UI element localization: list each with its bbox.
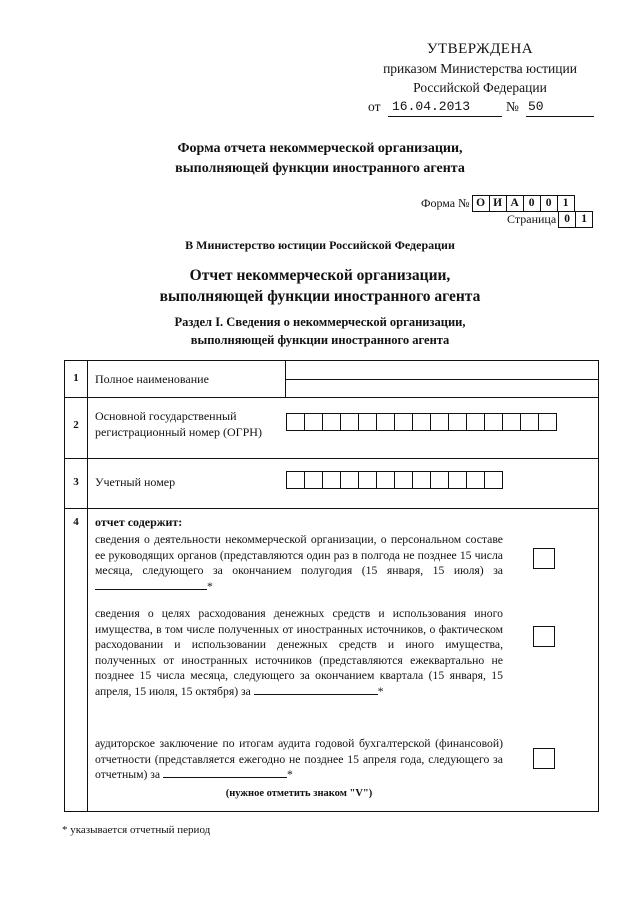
page-code-row xyxy=(507,211,593,228)
footnote-text: указывается отчетный период xyxy=(70,824,211,836)
form-title-line1: Форма отчета некоммерческой организации, xyxy=(177,141,463,156)
ministry-addressee: В Министерство юстиции Российской Федерации xyxy=(185,238,455,252)
form-code-row xyxy=(421,195,575,212)
row-number: 2 xyxy=(73,419,79,431)
footnote-star: * xyxy=(287,768,293,782)
footnote-star: * xyxy=(377,684,384,698)
section-title-line2: выполняющей функции иностранного агента xyxy=(190,333,450,347)
report-item-activity xyxy=(95,532,503,594)
report-item-audit xyxy=(95,736,503,783)
ogrn-cell[interactable] xyxy=(359,414,377,430)
account-cell[interactable] xyxy=(341,472,359,488)
form-code-cells xyxy=(472,195,575,212)
approval-order-line: приказом Министерства юстиции xyxy=(383,61,577,76)
account-cell[interactable] xyxy=(359,472,377,488)
approval-block xyxy=(360,40,600,117)
page-cell: 1 xyxy=(581,213,588,225)
funds-period-blank[interactable] xyxy=(254,694,378,695)
ogrn-cell[interactable] xyxy=(377,414,395,430)
checkmark-note: (нужное отметить знаком "V") xyxy=(225,788,373,799)
account-cell[interactable] xyxy=(377,472,395,488)
footnote xyxy=(62,824,210,836)
full-name-label: Полное наименование xyxy=(95,372,209,386)
audit-period-blank[interactable] xyxy=(163,777,287,778)
ogrn-cell[interactable] xyxy=(305,414,323,430)
funds-checkbox[interactable] xyxy=(533,626,555,647)
audit-checkbox[interactable] xyxy=(533,748,555,769)
form-title-line2: выполняющей функции иностранного агента xyxy=(175,161,465,176)
ogrn-label-line2: регистрационный номер (ОГРН) xyxy=(95,425,262,439)
account-cell[interactable] xyxy=(449,472,467,488)
report-title-line1: Отчет некоммерческой организации, xyxy=(189,267,451,284)
number-column-divider xyxy=(87,361,88,811)
section-title xyxy=(0,313,640,349)
ogrn-cell[interactable] xyxy=(431,414,449,430)
ogrn-input-grid[interactable] xyxy=(286,413,557,431)
row-number: 3 xyxy=(73,476,79,488)
account-number-grid[interactable] xyxy=(286,471,503,489)
ogrn-cell[interactable] xyxy=(413,414,431,430)
row-divider xyxy=(65,508,598,509)
account-cell[interactable] xyxy=(431,472,449,488)
approval-date-row xyxy=(360,97,600,117)
form-code-cell: А xyxy=(507,196,524,211)
ogrn-cell[interactable] xyxy=(449,414,467,430)
number-prefix: № xyxy=(506,99,519,114)
activity-period-blank[interactable] xyxy=(95,589,207,590)
page-cell: 0 xyxy=(559,212,576,227)
page-label: Страница xyxy=(507,212,557,226)
ogrn-cell[interactable] xyxy=(287,414,305,430)
footnote-mark: * xyxy=(62,824,68,836)
approval-number: 50 xyxy=(526,97,594,117)
ogrn-cell[interactable] xyxy=(503,414,521,430)
form-code-cell: 1 xyxy=(562,197,569,209)
account-cell[interactable] xyxy=(305,472,323,488)
account-cell[interactable] xyxy=(485,472,502,488)
ogrn-cell[interactable] xyxy=(539,414,556,430)
account-cell[interactable] xyxy=(413,472,431,488)
row-divider xyxy=(65,458,598,459)
account-number-label: Учетный номер xyxy=(95,475,176,489)
account-cell[interactable] xyxy=(323,472,341,488)
row1-mid-line xyxy=(285,379,598,380)
form-code-cell: 0 xyxy=(524,196,541,211)
form-code-cell: И xyxy=(490,196,507,211)
approval-country-line: Российской Федерации xyxy=(413,80,547,95)
page-cells xyxy=(558,211,593,228)
ogrn-cell[interactable] xyxy=(323,414,341,430)
activity-text: сведения о деятельности некоммерческой организации, о персональном составе ее руководящих органов (представляются один раз в полгода не позднее 15 числа месяца, следующего за окончанием полугодия (15 января, 15 июля) за xyxy=(95,533,503,578)
activity-checkbox[interactable] xyxy=(533,548,555,569)
ogrn-cell[interactable] xyxy=(395,414,413,430)
form-code-cell: 0 xyxy=(541,196,558,211)
account-cell[interactable] xyxy=(467,472,485,488)
section-title-line1: Раздел I. Сведения о некоммерческой организации, xyxy=(174,315,466,329)
row-number: 1 xyxy=(73,372,79,384)
ogrn-label xyxy=(95,408,262,440)
form-title xyxy=(0,139,640,179)
report-item-funds xyxy=(95,606,503,700)
account-cell[interactable] xyxy=(395,472,413,488)
report-contains-heading: отчет содержит: xyxy=(95,515,183,529)
account-cell[interactable] xyxy=(287,472,305,488)
ogrn-cell[interactable] xyxy=(467,414,485,430)
row-divider xyxy=(65,397,598,398)
form-code-cell: О xyxy=(473,196,490,211)
audit-text: аудиторское заключение по итогам аудита годовой бухгалтерской (финансовой) отчетности (представляется ежегодно не позднее 15 апреля года, следующего за отчетным) за xyxy=(95,737,503,782)
row-number: 4 xyxy=(73,516,79,528)
footnote-star: * xyxy=(207,579,213,593)
approval-date: 16.04.2013 xyxy=(388,97,502,117)
report-title-line2: выполняющей функции иностранного агента xyxy=(159,288,481,305)
ogrn-cell[interactable] xyxy=(341,414,359,430)
form-code-label: Форма № xyxy=(421,196,470,210)
ogrn-cell[interactable] xyxy=(485,414,503,430)
ogrn-label-line1: Основной государственный xyxy=(95,409,237,423)
date-prefix: от xyxy=(368,99,381,114)
report-table xyxy=(64,360,599,812)
report-title xyxy=(0,265,640,307)
approval-title: УТВЕРЖДЕНА xyxy=(426,41,534,57)
funds-text: сведения о целях расходования денежных средств и использования иного имущества, в том числе полученных от иностранных источников, о фактическом расходовании и использовании денежных средств и иного имущества, полученных от иностранных источников (представляются ежеквартально не позднее 15 числа месяца, следующего за окончанием квартала (15 января, 15 апреля, 15 июля, 15 октября) за xyxy=(95,607,503,698)
ogrn-cell[interactable] xyxy=(521,414,539,430)
